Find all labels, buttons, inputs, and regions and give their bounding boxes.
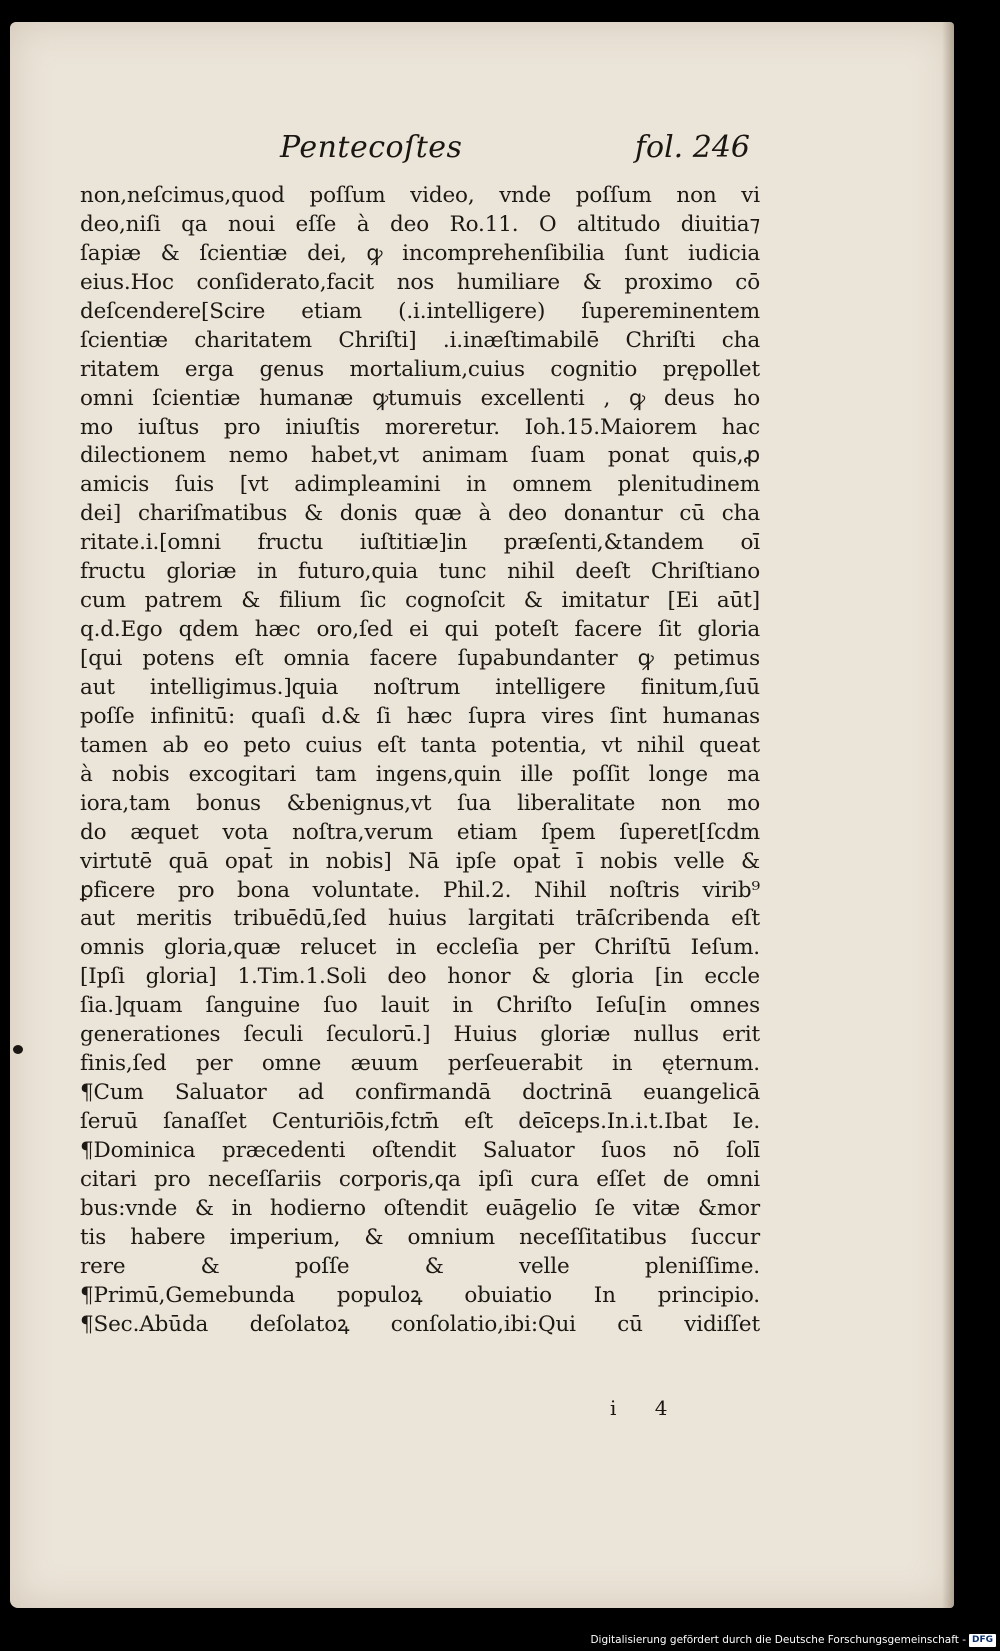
- running-head: Pentecoſtes: [280, 130, 463, 165]
- text-line: rere & poſſe & velle pleniſſime.: [80, 1253, 760, 1279]
- text-line: iora,tam bonus &benignus,vt ſua liberalitate non mo: [80, 790, 760, 816]
- text-line: ſapiæ & ſcientiæ dei, ꝙ incomprehenſibilia ſunt iudicia: [80, 240, 760, 266]
- signature-mark: i 4: [610, 1396, 684, 1420]
- text-line: generationes ſeculi ſeculorū.] Huius gloriæ nullus erit: [80, 1022, 760, 1048]
- text-line: finis,ſed per omne æuum perſeuerabit in ęternum.: [80, 1051, 760, 1077]
- page-edge-shadow: [942, 22, 954, 1608]
- text-line: [Ipſi gloria] 1.Tim.1.Soli deo honor & gloria [in eccle: [80, 964, 760, 990]
- text-line: ¶Sec.Abūda deſolatoꝝ conſolatio,ibi:Qui cū vidiſſet: [80, 1311, 760, 1337]
- text-line: ſeruū ſanaſſet Centuriōis,fctm̄ eſt deīceps.In.i.t.Ibat Ie.: [80, 1109, 760, 1134]
- text-line: aut intelligimus.]quia noſtrum intelligere finitum,ſuū: [80, 674, 760, 700]
- text-line: ¶Primū,Gemebunda populoꝝ obuiatio In principio.: [80, 1282, 760, 1308]
- text-line: eius.Hoc conſiderato,facit nos humiliare & proximo cō: [80, 269, 760, 295]
- body-text: [80, 182, 760, 1340]
- text-line: omni ſcientiæ humanæ ꝙtumuis excellenti , ꝙ deus ho: [80, 385, 760, 411]
- text-line: deo,niſi qa noui eſſe à deo Ro.11. O altitudo diuitia⁊: [80, 211, 760, 237]
- text-line: mo iuſtus pro iniuſtis moreretur. Ioh.15.Maiorem hac: [80, 414, 760, 440]
- text-line: aut meritis tribuēdū,ſed huius largitati trāſcribenda eſt: [80, 906, 760, 932]
- text-line: ¶Dominica præcedenti oſtendit Saluator ſuos nō ſolī: [80, 1137, 760, 1163]
- text-line: poſſe infinitū: quaſi d.& ſi hæc ſupra vires ſint humanas: [80, 703, 760, 729]
- text-line: q.d.Ego qdem hæc oro,ſed ei qui poteſt facere ſit gloria: [80, 617, 760, 643]
- text-line: virtutē quā opat̄ in nobis] Nā ipſe opat̄ ī nobis velle &: [80, 848, 760, 874]
- text-line: citari pro neceſſariis corporis,qa ipſi cura eſſet de omni: [80, 1166, 760, 1192]
- ink-spot: [13, 1045, 23, 1054]
- text-line: dilectionem nemo habet,vt animam ſuam ponat quis,ꝓ: [80, 443, 760, 469]
- text-line: amicis ſuis [vt adimpleamini in omnem plenitudinem: [80, 472, 760, 498]
- text-line: bus:vnde & in hodierno oſtendit euāgelio ſe vitæ &mor: [80, 1195, 760, 1221]
- text-line: deſcendere[Scire etiam (.i.intelligere) ſupereminentem: [80, 298, 760, 324]
- text-line: cum patrem & filium ſic cognoſcit & imitatur [Ei aūt]: [80, 588, 760, 614]
- text-line: do æquet vota noſtra,verum etiam ſpem ſuperet[ſcdm: [80, 819, 760, 845]
- folio-number: fol. 246: [634, 130, 750, 165]
- text-line: dei] chariſmatibus & donis quæ à deo donantur cū cha: [80, 501, 760, 527]
- text-line: ritate.i.[omni fructu iuſtitiæ]in præſenti,&tandem oī: [80, 530, 760, 556]
- book-page: [10, 22, 954, 1608]
- text-line: omnis gloria,quæ relucet in eccleſia per Chriſtū Ieſum.: [80, 935, 760, 961]
- text-line: à nobis excogitari tam ingens,quin ille poſſit longe ma: [80, 761, 760, 787]
- digitization-footer: [590, 1632, 996, 1648]
- text-line: ſcientiæ charitatem Chriſti] .i.inæſtimabilē Chriſti cha: [80, 327, 760, 353]
- text-line: non,neſcimus,quod poſſum video, vnde poſſum non vi: [80, 183, 760, 208]
- text-line: ſia.]quam ſanguine ſuo lauit in Chriſto Ieſu[in omnes: [80, 993, 760, 1019]
- text-line: [qui potens eſt omnia facere ſupabundanter ꝙ petimus: [80, 646, 760, 671]
- text-line: tis habere imperium, & omnium neceſſitatibus ſuccur: [80, 1224, 760, 1250]
- text-line: ¶Cum Saluator ad confirmandā doctrinā euangelicā: [80, 1080, 760, 1106]
- dfg-logo: DFG: [969, 1634, 996, 1647]
- text-line: tamen ab eo peto cuius eſt tanta potentia, vt nihil queat: [80, 732, 760, 758]
- dfg-credit-text: Digitalisierung gefördert durch die Deutsche Forschungsgemeinschaft -: [590, 1634, 966, 1646]
- page-header: [280, 130, 750, 170]
- text-line: ritatem erga genus mortalium,cuius cognitio prępollet: [80, 356, 760, 382]
- text-line: fructu gloriæ in futuro,quia tunc nihil deeſt Chriſtiano: [80, 559, 760, 585]
- text-line: ꝑficere pro bona voluntate. Phil.2. Nihil noſtris virib⁹: [80, 877, 760, 903]
